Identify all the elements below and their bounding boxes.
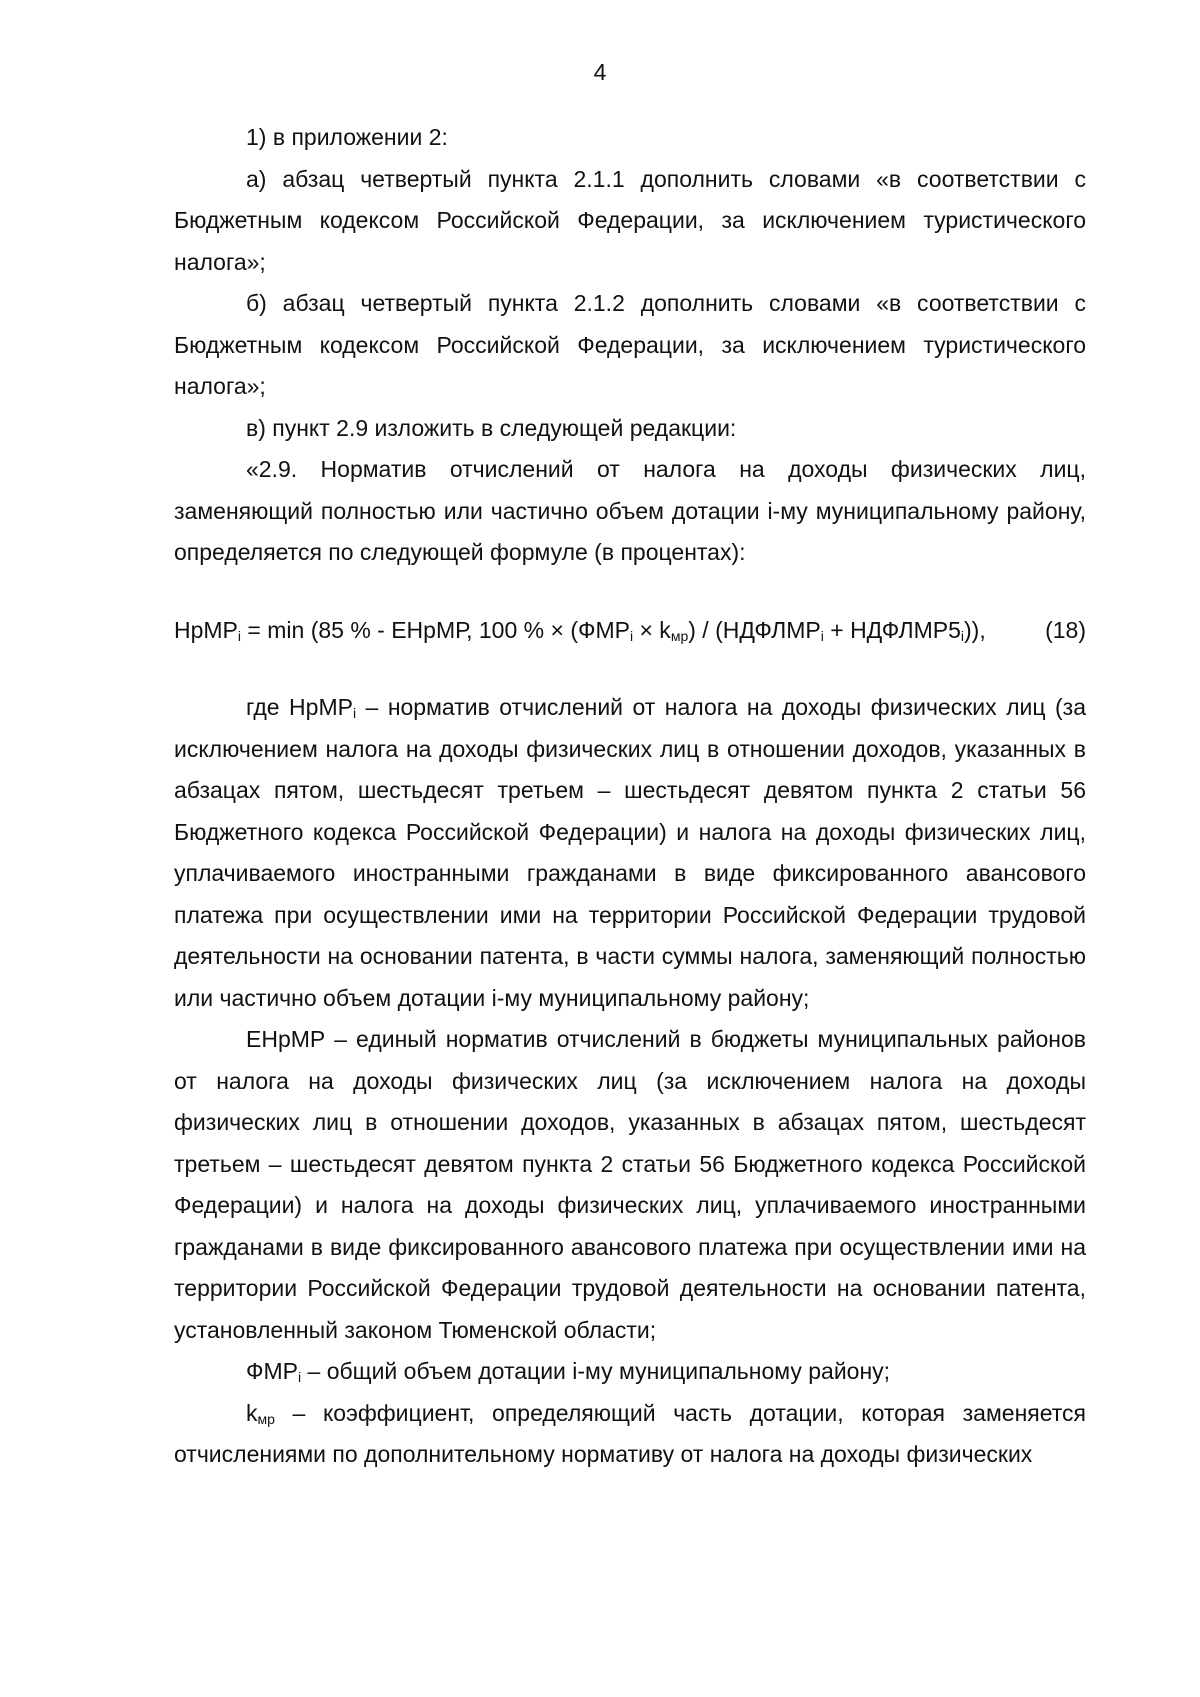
paragraph-item-1: 1) в приложении 2: xyxy=(246,124,448,150)
formula-expression: НрМР$_i$ = min (85 % - ЕНрМР, 100 % × $(ФМР_i \times k_{мр})$ / ($НДФЛМР_i$ + $НДФЛМР5_i$)), xyxy=(174,616,986,644)
document-body xyxy=(174,117,1086,1476)
formula-number: (18) xyxy=(1045,616,1086,643)
definition-fmr: $ФМР_i$ – общий объем дотации i-му муниципальному району; xyxy=(246,1358,891,1385)
formula-18 xyxy=(174,610,1086,652)
definition-kmr: $k_{мр}$ – коэффициент, определяющий часть дотации, которая заменяется отчислениями по дополнительному нормативу от налога на доходы физических xyxy=(174,1399,1086,1467)
definition-enrmr: ЕНрМР – единый норматив отчислений в бюджеты муниципальных районов от налога на доходы физических лиц (за исключением налога на доходы физических лиц в отношении доходов, указанных в абзацах пятом, шестьдесят третьем – шестьдесят девятом пункта 2 статьи 56 Бюджетного кодекса Российской Федерации) и налога на доходы физических лиц, уплачиваемого иностранными гражданами в виде фиксированного авансового платежа при осуществлении ими на территории Российской Федерации трудовой деятельности на основании патента, установленный законом Тюменской области; xyxy=(174,1026,1086,1343)
page-number: 4 xyxy=(593,59,607,85)
paragraph-2-9: «2.9. Норматив отчислений от налога на доходы физических лиц, заменяющий полностью или частично объем дотации i-му муниципальному району, определяется по следующей формуле (в процентах): xyxy=(174,456,1086,565)
paragraph-item-a: а) абзац четвертый пункта 2.1.1 дополнить словами «в соответствии с Бюджетным кодексом Российской Федерации, за исключением туристического налога»; xyxy=(174,165,1086,275)
paragraph-item-b: б) абзац четвертый пункта 2.1.2 дополнить словами «в соответствии с Бюджетным кодексом Российской Федерации, за исключением туристического налога»; xyxy=(174,290,1086,399)
paragraph-item-v: в) пункт 2.9 изложить в следующей редакции: xyxy=(246,414,737,441)
definition-nrmr: где НрМР$_i$ – норматив отчислений от налога на доходы физических лиц (за исключением налога на доходы физических лиц в отношении доходов, указанных в абзацах пятом, шестьдесят третьем – шестьдесят девятом пункта 2 статьи 56 Бюджетного кодекса Российской Федерации) и налога на доходы физических лиц, уплачиваемого иностранными гражданами в виде фиксированного авансового платежа при осуществлении ими на территории Российской Федерации трудовой деятельности на основании патента, в части суммы налога, заменяющий полностью или частично объем дотации i-му муниципальному району; xyxy=(174,694,1087,1011)
